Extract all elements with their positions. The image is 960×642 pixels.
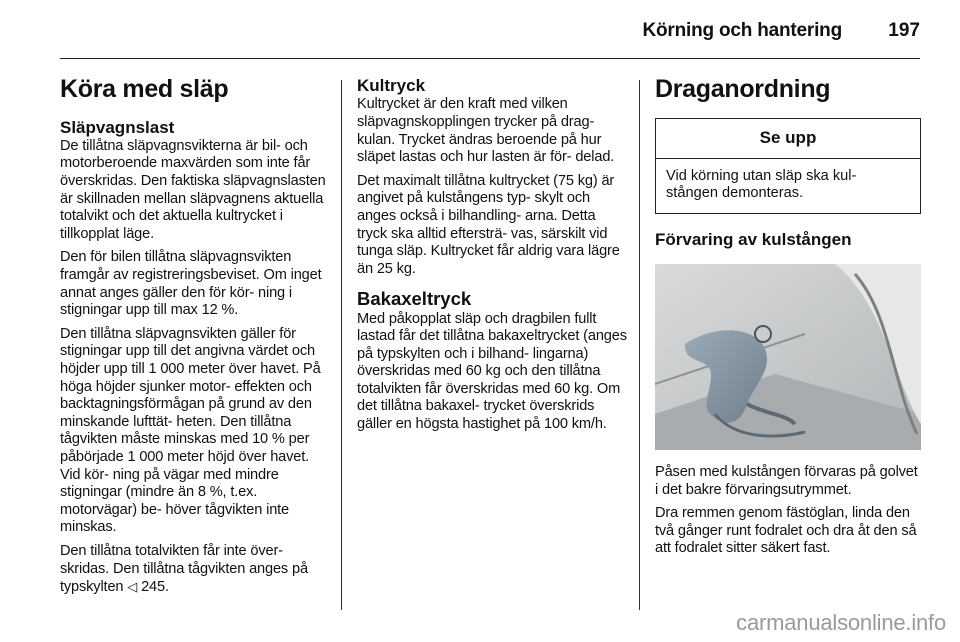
subheading-trailer-load: Släpvagnslast: [60, 117, 175, 137]
section-heading-towbar: Draganordning: [655, 75, 831, 103]
chapter-title: Körning och hantering: [642, 20, 842, 41]
section-heading-towing: Köra med släp: [60, 75, 229, 103]
paragraph: De tillåtna släpvagnsvikterna är bil- och motorberoende maxvärden som inte får överskridas. Den faktiska släpvagnslasten är skillnaden mellan släpvagnens aktuella totalvikt och det aktuella kultrycket i tillkopplat läge.: [60, 137, 326, 242]
subheading-tongue-load: Kultryck: [357, 76, 426, 95]
watermark: carmanualsonline.info: [736, 610, 946, 635]
warning-title: Se upp: [656, 119, 920, 159]
column-3: [655, 76, 921, 564]
warning-box: [655, 118, 921, 214]
paragraph: Dra remmen genom fästöglan, linda den två gånger runt fodralet och dra åt den så att fodralet sitter säkert fast.: [655, 505, 917, 557]
paragraph: Påsen med kulstången förvaras på golvet i det bakre förvaringsutrymmet.: [655, 464, 918, 498]
paragraph: Den tillåtna släpvagnsvikten gäller för stigningar upp till det angivna värdet och höjder upp till 1 000 meter över havet. På höga höjder sjunker motor- effekten och backtagningsförmågan på grund av den minskande lufttät- heten. Den tillåtna tågvikten måste minskas med 10 % per påbörjade 1 000 meter höjd över havet. Vid kör- ning på vägar med mindre stigningar (mindre än 8 %, t.ex. motorvägar) be- höver tågvikten inte minskas.: [60, 325, 321, 536]
towbar-bag-illustration: [655, 264, 921, 450]
page-number: 197: [888, 20, 920, 41]
paragraph: Med påkopplat släp och dragbilen fullt lastad får det tillåtna bakaxeltrycket (anges på typskylten och i bilhand- lingarna) överskridas med 60 kg och den tillåtna totalvikten får överskridas med 60 kg. Om det tillåtna bakaxel- trycket överskrids gäller en högsta hastighet på 100 km/h.: [357, 310, 627, 433]
paragraph: [60, 543, 330, 597]
subheading-rear-axle-load: Bakaxeltryck: [357, 288, 472, 310]
paragraph: Kultrycket är den kraft med vilken släpvagnskopplingen trycker på drag- kulan. Trycket ändras beroende på hur släpet lastas och hur lasten är för- delad.: [357, 96, 615, 166]
column-divider-1: [341, 80, 342, 610]
page-header: [0, 0, 960, 60]
paragraph: Det maximalt tillåtna kultrycket (75 kg) är angivet på kulstångens typ- skylt och anges också i bilhandling- arna. Detta tryck ska alltid eftersträ- vas, särskilt vid tunga släp. Kultrycket får aldrig vara lägre än 25 kg.: [357, 172, 620, 277]
paragraph-text: Den tillåtna totalvikten får inte över- skridas. Den tillåtna tågvikten anges på typskylten: [60, 542, 308, 596]
warning-text: Vid körning utan släp ska kul- stången demonteras.: [666, 167, 857, 202]
column-divider-2: [639, 80, 640, 610]
column-2: [357, 76, 627, 440]
page-reference-icon: ◁: [127, 579, 138, 595]
column-1: [60, 76, 330, 603]
page-reference-link[interactable]: 245.: [141, 579, 169, 596]
paragraph: Den för bilen tillåtna släpvagnsvikten framgår av registreringsbeviset. Om inget annat anges gäller den för kör- ning i stigningar upp till max 12 %.: [60, 249, 322, 319]
header-divider: [60, 58, 920, 59]
storage-photo: [655, 264, 921, 450]
subheading-storage: Förvaring av kulstången: [655, 229, 852, 249]
